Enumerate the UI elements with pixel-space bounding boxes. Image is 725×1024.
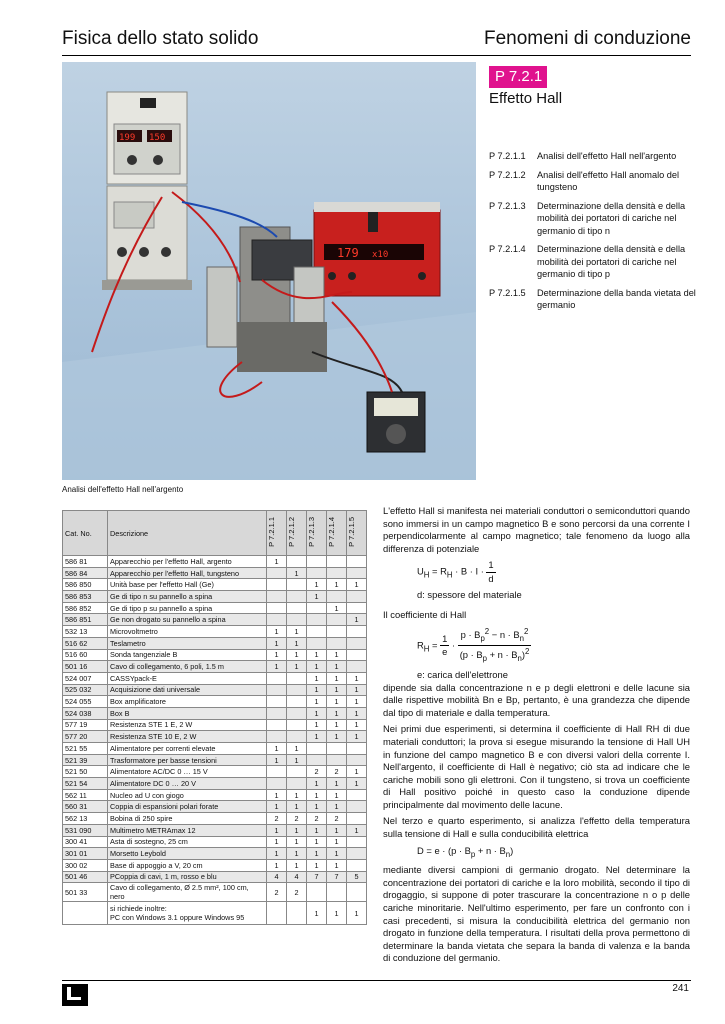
- cell-quantity: 1: [287, 626, 307, 638]
- cell-quantity: 1: [327, 902, 347, 925]
- cell-quantity: 1: [267, 649, 287, 661]
- cell-description: Base di appoggio a V, 20 cm: [108, 859, 267, 871]
- cell-quantity: 1: [347, 731, 367, 743]
- cell-cat-no: 562 11: [63, 789, 108, 801]
- cell-quantity: 2: [267, 813, 287, 825]
- cell-cat-no: 524 007: [63, 672, 108, 684]
- cell-quantity: 1: [347, 707, 367, 719]
- cell-description: Apparecchio per l'effetto Hall, argento: [108, 556, 267, 568]
- table-row: [63, 626, 367, 638]
- cell-description: Coppia di espansioni polari forate: [108, 801, 267, 813]
- paragraph-experiments-1-2: Nei primi due esperimenti, si determina il coefficiente di Hall RH di due materiali conduttori; la prova si esegue misurando la tensione di Hall UH in funzione del campo magnetico B e con diversi valori della corrente I. Nell'argento, il coefficiente di Hall è negativo; ciò sta ad indicare che le cariche mobili sono gli elettroni. Con il tungsteno, si trova un coefficiente di Hall positivo poiché in questo caso la conduzione dipende principalmente dal movimento delle lacune.: [383, 723, 690, 810]
- col-header-p2: P 7.2.1.2: [287, 511, 307, 556]
- cell-cat-no: 521 39: [63, 754, 108, 766]
- cell-cat-no: 524 038: [63, 707, 108, 719]
- cell-quantity: 1: [307, 707, 327, 719]
- cell-quantity: [347, 836, 367, 848]
- cell-description: Nucleo ad U con giogo: [108, 789, 267, 801]
- cell-quantity: 1: [287, 743, 307, 755]
- cell-quantity: [287, 591, 307, 603]
- cell-cat-no: 301 01: [63, 848, 108, 860]
- table-row: [63, 836, 367, 848]
- cell-quantity: 1: [327, 696, 347, 708]
- extra-note: si richiede inoltre:: [110, 904, 167, 914]
- cell-quantity: [267, 902, 287, 925]
- cell-cat-no: 300 41: [63, 836, 108, 848]
- page-number: 241: [672, 983, 689, 994]
- cell-quantity: [347, 591, 367, 603]
- table-row: [63, 813, 367, 825]
- formula-hall-coefficient: $R_H$ = $\frac{1}{e}$ · $\frac{p \cdot B_p^2 - n \cdot B_n^2}{(p \cdot B_p + n \cdot B_n)^2}$: [417, 626, 530, 664]
- cell-quantity: 7: [307, 871, 327, 883]
- cell-quantity: 1: [307, 684, 327, 696]
- cell-quantity: 1: [347, 824, 367, 836]
- header-right-title: Fenomeni di conduzione: [483, 28, 691, 49]
- cell-quantity: [347, 813, 367, 825]
- cell-quantity: 1: [347, 778, 367, 790]
- cell-quantity: [347, 754, 367, 766]
- table-row: [63, 637, 367, 649]
- cell-quantity: 2: [327, 766, 347, 778]
- cell-quantity: 1: [327, 836, 347, 848]
- cell-cat-no: 586 853: [63, 591, 108, 603]
- cell-quantity: [347, 848, 367, 860]
- cell-quantity: [267, 614, 287, 626]
- cell-quantity: [287, 766, 307, 778]
- paragraph-mobility: dipende sia dalla concentrazione n e p degli elettroni e delle lacune sia dalle rispettive mobilità Bn e Bp, pertanto, è una grandezza che dipende dal tipo di materiale e dalla temperatura.: [383, 681, 690, 718]
- col-header-cat: Cat. No.: [63, 511, 108, 556]
- table-row: [63, 848, 367, 860]
- cell-quantity: [327, 883, 347, 902]
- table-row-extra: [63, 902, 367, 925]
- table-row: [63, 707, 367, 719]
- cell-description: Box amplificatore: [108, 696, 267, 708]
- cell-quantity: [347, 602, 367, 614]
- cell-description: Box B: [108, 707, 267, 719]
- subsection-list: [489, 150, 699, 318]
- cell-description: Cavo di collegamento, Ø 2.5 mm², 100 cm, nero: [108, 883, 267, 902]
- cell-quantity: 1: [347, 684, 367, 696]
- cell-cat-no: 586 850: [63, 579, 108, 591]
- cell-description: Multimetro METRAmax 12: [108, 824, 267, 836]
- table-row: [63, 789, 367, 801]
- cell-quantity: [347, 649, 367, 661]
- cell-quantity: [287, 731, 307, 743]
- cell-quantity: 1: [307, 824, 327, 836]
- table-row: [63, 579, 367, 591]
- cell-quantity: 1: [307, 696, 327, 708]
- header-left-title: Fisica dello stato solido: [62, 28, 259, 49]
- cell-quantity: 1: [327, 602, 347, 614]
- cell-quantity: 1: [267, 743, 287, 755]
- cell-quantity: 4: [267, 871, 287, 883]
- cell-cat-no: 501 46: [63, 871, 108, 883]
- cell-extra-requirement: [108, 902, 267, 925]
- cell-quantity: [347, 883, 367, 902]
- cell-quantity: 1: [307, 591, 327, 603]
- cell-description: Alimentatore per correnti elevate: [108, 743, 267, 755]
- cell-quantity: 1: [287, 649, 307, 661]
- table-row: [63, 754, 367, 766]
- table-row: [63, 871, 367, 883]
- cell-quantity: 2: [327, 813, 347, 825]
- cell-quantity: 1: [327, 824, 347, 836]
- cell-cat-no: 521 54: [63, 778, 108, 790]
- cell-quantity: [307, 602, 327, 614]
- cell-description: Trasformatore per basse tensioni: [108, 754, 267, 766]
- col-header-desc: Descrizione: [108, 511, 267, 556]
- display-meter-exponent: x10: [372, 250, 389, 260]
- cell-quantity: [327, 556, 347, 568]
- cell-cat-no: [63, 902, 108, 925]
- cell-quantity: 1: [307, 672, 327, 684]
- table-row: [63, 824, 367, 836]
- display-right: 150: [149, 133, 166, 143]
- cell-quantity: 1: [287, 661, 307, 673]
- cell-quantity: 1: [347, 766, 367, 778]
- cell-cat-no: 516 62: [63, 637, 108, 649]
- cell-quantity: [307, 883, 327, 902]
- table-row: [63, 883, 367, 902]
- paragraph-intro: L'effetto Hall si manifesta nei materiali conduttori o semiconduttori quando sono immersi in un campo magnetico B e sono percorsi da una corrente I perpendicolarmente al campo magnetico; tale fenomeno da luogo alla differenza di potenziale: [383, 505, 690, 554]
- cell-quantity: [267, 766, 287, 778]
- cell-quantity: [347, 789, 367, 801]
- display-meter: 179: [337, 246, 359, 260]
- subsection-item: P 7.2.1.2 Analisi dell'effetto Hall anomalo del tungsteno: [489, 169, 680, 192]
- cell-quantity: 1: [307, 719, 327, 731]
- cell-quantity: 2: [267, 883, 287, 902]
- cell-quantity: [347, 743, 367, 755]
- cell-cat-no: 586 852: [63, 602, 108, 614]
- cell-quantity: [287, 778, 307, 790]
- cell-quantity: [287, 719, 307, 731]
- cell-quantity: [287, 556, 307, 568]
- cell-quantity: [267, 719, 287, 731]
- cell-quantity: [287, 696, 307, 708]
- equipment-table: [62, 510, 367, 925]
- cell-description: PCoppia di cavi, 1 m, rosso e blu: [108, 871, 267, 883]
- cell-quantity: 1: [307, 731, 327, 743]
- cell-description: Sonda tangenziale B: [108, 649, 267, 661]
- cell-quantity: 1: [307, 859, 327, 871]
- table-row: [63, 696, 367, 708]
- subsection-item: P 7.2.1.3 Determinazione della densità e della mobilità dei portatori di cariche nel germanio di tipo n: [489, 200, 686, 236]
- cell-quantity: [267, 602, 287, 614]
- subsection-item: P 7.2.1.4 Determinazione della densità e della mobilità dei portatori di cariche nel germanio di tipo p: [489, 244, 686, 279]
- cell-description: Asta di sostegno, 25 cm: [108, 836, 267, 848]
- cell-quantity: [347, 801, 367, 813]
- table-row: [63, 778, 367, 790]
- cell-quantity: [267, 567, 287, 579]
- col-header-p4: P 7.2.1.4: [327, 511, 347, 556]
- table-row: [63, 567, 367, 579]
- cell-quantity: 1: [347, 696, 367, 708]
- cell-quantity: [347, 859, 367, 871]
- cell-quantity: 7: [327, 871, 347, 883]
- cell-cat-no: 501 16: [63, 661, 108, 673]
- cell-quantity: 1: [287, 754, 307, 766]
- cell-quantity: 1: [327, 649, 347, 661]
- cell-description: Alimentatore AC/DC 0 … 15 V: [108, 766, 267, 778]
- cell-cat-no: 586 81: [63, 556, 108, 568]
- cell-quantity: [267, 684, 287, 696]
- cell-quantity: [307, 614, 327, 626]
- apparatus-illustration: [62, 62, 476, 480]
- cell-cat-no: 501 33: [63, 883, 108, 902]
- cell-cat-no: 560 31: [63, 801, 108, 813]
- cell-quantity: 2: [287, 883, 307, 902]
- cell-cat-no: 562 13: [63, 813, 108, 825]
- cell-quantity: [327, 614, 347, 626]
- leybold-logo-icon: [62, 984, 88, 1006]
- table-row: [63, 859, 367, 871]
- section-code: P 7.2.1: [489, 66, 547, 88]
- cell-quantity: 1: [307, 579, 327, 591]
- cell-quantity: 5: [347, 871, 367, 883]
- cell-quantity: 1: [327, 778, 347, 790]
- cell-quantity: 1: [347, 719, 367, 731]
- cell-quantity: [287, 579, 307, 591]
- cell-description: Bobina di 250 spire: [108, 813, 267, 825]
- cell-description: CASSYpack-E: [108, 672, 267, 684]
- cell-quantity: 1: [267, 859, 287, 871]
- footer-rule: [62, 980, 691, 981]
- cell-cat-no: 521 55: [63, 743, 108, 755]
- cell-quantity: [287, 602, 307, 614]
- cell-cat-no: 521 50: [63, 766, 108, 778]
- cell-quantity: 1: [287, 824, 307, 836]
- paragraph-germanium: mediante diversi campioni di germanio drogato. Nel determinare la concentrazione dei portatori di cariche e la loro mobilità, secondo il tipo di drogaggio, si suppone di poter trascurare la concentrazione n o p delle cariche minoritarie. Nell'ultimo esperimento, per fare un confronto con i casi precedenti, si misura la conducibilità elettrica del germanio non drogato in funzione della temperatura. I risultati della prova permettono di determinare la banda vietata che separa la banda di valenza e la banda di conduzione del germanio.: [383, 864, 690, 964]
- cell-description: Apparecchio per l'effetto Hall, tungsteno: [108, 567, 267, 579]
- section-title: Effetto Hall: [489, 90, 563, 107]
- cell-quantity: 1: [327, 789, 347, 801]
- cell-description: Ge di tipo p su pannello a spina: [108, 602, 267, 614]
- table-row: [63, 731, 367, 743]
- display-left: 199: [119, 133, 136, 143]
- cell-quantity: 1: [327, 848, 347, 860]
- col-header-p1: P 7.2.1.1: [267, 511, 287, 556]
- subsection-item: P 7.2.1.5 Determinazione della banda vietata del germanio: [489, 287, 696, 310]
- cell-quantity: [307, 567, 327, 579]
- body-text: [383, 505, 690, 969]
- cell-cat-no: 516 60: [63, 649, 108, 661]
- cell-quantity: [287, 672, 307, 684]
- table-row: [63, 661, 367, 673]
- cell-quantity: [267, 579, 287, 591]
- cell-quantity: [267, 591, 287, 603]
- cell-quantity: 1: [327, 579, 347, 591]
- cell-quantity: [327, 567, 347, 579]
- cell-quantity: 1: [267, 848, 287, 860]
- cell-cat-no: 300 02: [63, 859, 108, 871]
- cell-quantity: [267, 696, 287, 708]
- cell-quantity: 2: [287, 813, 307, 825]
- cell-quantity: 1: [267, 661, 287, 673]
- cell-quantity: 1: [267, 824, 287, 836]
- cell-quantity: [267, 731, 287, 743]
- cell-quantity: 1: [327, 707, 347, 719]
- cell-quantity: 1: [307, 848, 327, 860]
- table-row: [63, 719, 367, 731]
- col-header-p5: P 7.2.1.5: [347, 511, 367, 556]
- cell-quantity: [347, 567, 367, 579]
- table-row: [63, 743, 367, 755]
- cell-quantity: 1: [327, 661, 347, 673]
- cell-quantity: 1: [327, 719, 347, 731]
- cell-quantity: [307, 743, 327, 755]
- table-row: [63, 684, 367, 696]
- cell-quantity: 2: [307, 813, 327, 825]
- cell-quantity: 1: [267, 754, 287, 766]
- cell-quantity: 1: [347, 672, 367, 684]
- cell-quantity: 1: [267, 626, 287, 638]
- subsection-item: P 7.2.1.1 Analisi dell'effetto Hall nell'argento: [489, 151, 677, 161]
- cell-quantity: [287, 684, 307, 696]
- cell-description: Morsetto Leybold: [108, 848, 267, 860]
- cell-quantity: 1: [327, 731, 347, 743]
- cell-quantity: 4: [287, 871, 307, 883]
- cell-description: Ge di tipo n su pannello a spina: [108, 591, 267, 603]
- cell-quantity: 1: [267, 637, 287, 649]
- cell-quantity: 1: [267, 836, 287, 848]
- cell-cat-no: 586 84: [63, 567, 108, 579]
- cell-quantity: [267, 778, 287, 790]
- table-row: [63, 614, 367, 626]
- cell-quantity: 1: [287, 859, 307, 871]
- cell-quantity: [267, 672, 287, 684]
- cell-cat-no: 577 19: [63, 719, 108, 731]
- cell-quantity: 1: [347, 579, 367, 591]
- table-row: [63, 766, 367, 778]
- cell-quantity: 1: [307, 649, 327, 661]
- cell-quantity: [347, 661, 367, 673]
- cell-description: Teslametro: [108, 637, 267, 649]
- cell-quantity: 1: [307, 778, 327, 790]
- cell-quantity: 1: [267, 556, 287, 568]
- table-header-row: [63, 511, 367, 556]
- cell-quantity: [347, 637, 367, 649]
- cell-quantity: 1: [287, 567, 307, 579]
- photo-caption: Analisi dell'effetto Hall nell'argento: [62, 485, 184, 494]
- cell-quantity: 1: [347, 614, 367, 626]
- cell-quantity: 1: [327, 672, 347, 684]
- cell-quantity: [327, 591, 347, 603]
- cell-quantity: 1: [347, 902, 367, 925]
- cell-cat-no: 586 851: [63, 614, 108, 626]
- cell-quantity: [287, 707, 307, 719]
- cell-quantity: [327, 754, 347, 766]
- col-header-p3: P 7.2.1.3: [307, 511, 327, 556]
- cell-description: Unità base per l'effetto Hall (Ge): [108, 579, 267, 591]
- cell-quantity: 1: [287, 848, 307, 860]
- cell-quantity: [307, 626, 327, 638]
- cell-quantity: [327, 743, 347, 755]
- cell-quantity: 1: [287, 637, 307, 649]
- cell-cat-no: 532 13: [63, 626, 108, 638]
- cell-quantity: 1: [327, 859, 347, 871]
- cell-quantity: 1: [307, 801, 327, 813]
- cell-description: Resistenza STE 1 E, 2 W: [108, 719, 267, 731]
- formula-hall-voltage: $U_H = R_H \cdot B \cdot I$ · $\frac{1}{d}$: [417, 559, 494, 584]
- table-row: [63, 672, 367, 684]
- label-electron-charge: e: carica dell'elettrone: [417, 668, 508, 680]
- paragraph-coefficient: Il coefficiente di Hall: [383, 609, 467, 621]
- cell-quantity: 1: [267, 789, 287, 801]
- cell-quantity: 1: [327, 684, 347, 696]
- cell-quantity: [307, 754, 327, 766]
- cell-quantity: 1: [307, 789, 327, 801]
- header-rule: [62, 55, 691, 56]
- cell-quantity: 1: [307, 661, 327, 673]
- cell-description: Ge non drogato su pannello a spina: [108, 614, 267, 626]
- table-row: [63, 801, 367, 813]
- cell-quantity: 1: [287, 789, 307, 801]
- cell-quantity: [307, 556, 327, 568]
- cell-quantity: 1: [327, 801, 347, 813]
- cell-cat-no: 531 090: [63, 824, 108, 836]
- cell-description: Microvoltmetro: [108, 626, 267, 638]
- cell-quantity: 2: [307, 766, 327, 778]
- cell-quantity: 1: [307, 836, 327, 848]
- cell-description: Alimentatore DC 0 … 20 V: [108, 778, 267, 790]
- extra-requirement: PC con Windows 3.1 oppure Windows 95: [110, 913, 245, 923]
- cell-quantity: [287, 614, 307, 626]
- cell-cat-no: 524 055: [63, 696, 108, 708]
- label-thickness: d: spessore del materiale: [417, 588, 522, 600]
- cell-description: Resistenza STE 10 E, 2 W: [108, 731, 267, 743]
- cell-quantity: [327, 637, 347, 649]
- cell-quantity: [347, 556, 367, 568]
- cell-quantity: [287, 902, 307, 925]
- cell-quantity: [267, 707, 287, 719]
- table-row: [63, 591, 367, 603]
- cell-quantity: 1: [287, 836, 307, 848]
- cell-description: Acquisizione dati universale: [108, 684, 267, 696]
- cell-cat-no: 577 20: [63, 731, 108, 743]
- apparatus-photo: [62, 62, 476, 480]
- cell-quantity: 1: [267, 801, 287, 813]
- cell-description: Cavo di collegamento, 6 poli, 1.5 m: [108, 661, 267, 673]
- table-row: [63, 602, 367, 614]
- table-row: [63, 649, 367, 661]
- paragraph-experiments-3-4: Nel terzo e quarto esperimento, si analizza l'effetto della temperatura sulla tensione di Hall e sulla conducibilità elettrica: [383, 815, 690, 840]
- cell-quantity: [347, 626, 367, 638]
- table-row: [63, 556, 367, 568]
- cell-quantity: [307, 637, 327, 649]
- cell-cat-no: 525 032: [63, 684, 108, 696]
- cell-quantity: 1: [307, 902, 327, 925]
- cell-quantity: 1: [287, 801, 307, 813]
- cell-quantity: [327, 626, 347, 638]
- formula-conductivity: $D = e \cdot (p \cdot B_p + n \cdot B_n)$: [417, 844, 514, 859]
